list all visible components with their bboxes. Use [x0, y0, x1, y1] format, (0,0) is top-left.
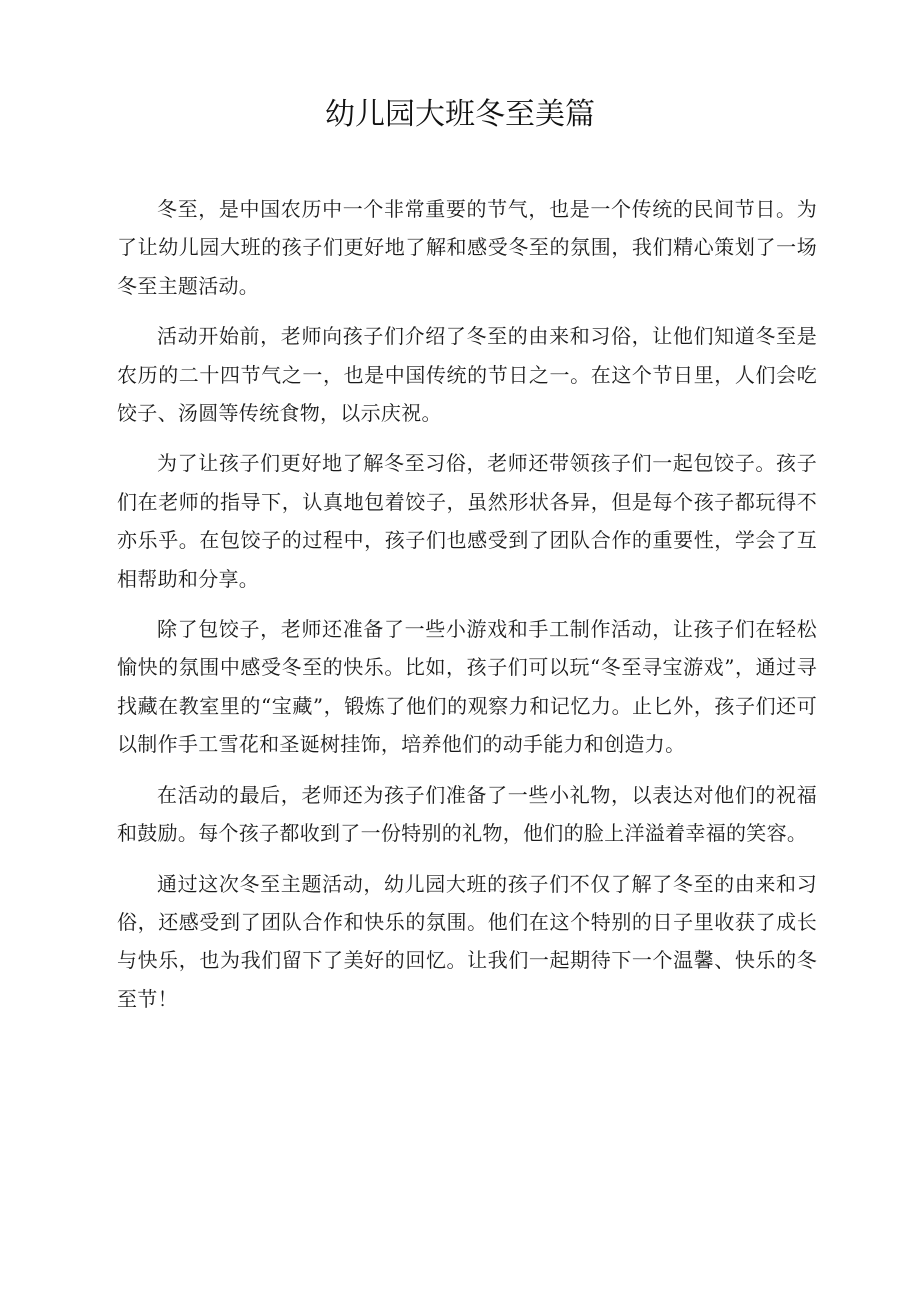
paragraph-games: 除了包饺子，老师还准备了一些小游戏和手工制作活动，让孩子们在轻松愉快的氛围中感受冬至的快乐。比如，孩子们可以玩“冬至寻宝游戏”，通过寻找藏在教室里的“宝藏”，锻炼了他们的观察力和记忆力。止匕外，孩子们还可以制作手工雪花和圣诞树挂饰，培养他们的动手能力和创造力。	[117, 617, 817, 757]
paragraph-gifts: 在活动的最后，老师还为孩子们准备了一些小礼物，以表达对他们的祝福和鼓励。每个孩子都收到了一份特别的礼物，他们的脸上洋溢着幸福的笑容。	[117, 782, 817, 846]
document-body	[117, 190, 817, 1018]
paragraph-origin: 活动开始前，老师向孩子们介绍了冬至的由来和习俗，让他们知道冬至是农历的二十四节气之一，也是中国传统的节日之一。在这个节日里，人们会吃饺子、汤圆等传统食物，以示庆祝。	[117, 324, 817, 426]
paragraph-dumplings: 为了让孩子们更好地了解冬至习俗，老师还带领孩子们一起包饺子。孩子们在老师的指导下，认真地包着饺子，虽然形状各异，但是每个孩子都玩得不亦乐乎。在包饺子的过程中，孩子们也感受到了团队合作的重要性，学会了互相帮助和分享。	[117, 451, 817, 591]
paragraph-intro: 冬至，是中国农历中一个非常重要的节气，也是一个传统的民间节日。为了让幼儿园大班的孩子们更好地了解和感受冬至的氛围，我们精心策划了一场冬至主题活动。	[117, 197, 817, 298]
paragraph-conclusion: 通过这次冬至主题活动，幼儿园大班的孩子们不仅了解了冬至的由来和习俗，还感受到了团队合作和快乐的氛围。他们在这个特别的日子里收获了成长与快乐，也为我们留下了美好的回忆。让我们一起期待下一个温馨、快乐的冬至节！	[117, 871, 817, 1011]
document-title: 幼儿园大班冬至美篇	[325, 97, 595, 132]
